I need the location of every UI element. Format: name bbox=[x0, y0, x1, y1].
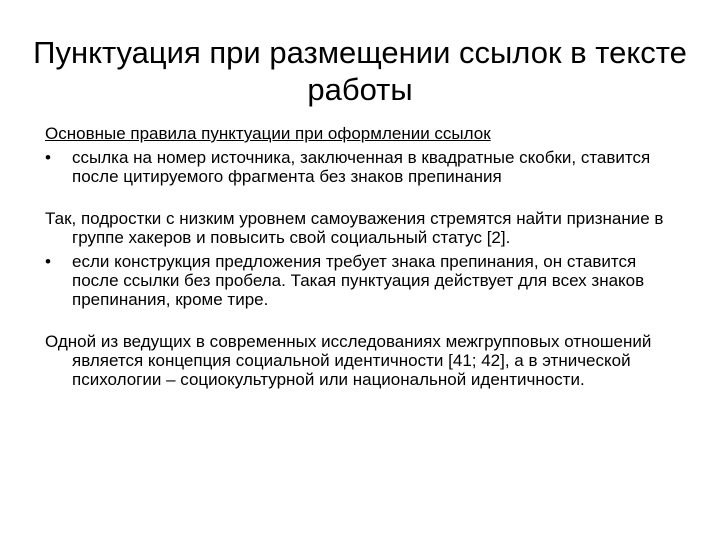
bullet-item-2 bbox=[45, 252, 685, 309]
spacer bbox=[45, 309, 685, 332]
bullet-item-1 bbox=[45, 148, 685, 186]
rules-heading: Основные правила пунктуации при оформлении ссылок bbox=[45, 124, 491, 143]
spacer bbox=[45, 186, 685, 209]
example-paragraph-2: Одной из ведущих в современных исследованиях межгрупповых отношений является концепция социальной идентичности [41; 42], а в этнической психологии – социокультурной или национальной идентичности. bbox=[45, 332, 652, 389]
bullet-icon: • bbox=[45, 252, 51, 271]
bullet-text-1: ссылка на номер источника, заключенная в квадратные скобки, ставится после цитируемого фрагмента без знаков препинания bbox=[72, 148, 651, 186]
example-paragraph-1: Так, подростки с низким уровнем самоуважения стремятся найти признание в группе хакеров и повысить свой социальный статус [2]. bbox=[45, 209, 664, 247]
bullet-icon: • bbox=[45, 148, 51, 167]
slide-content bbox=[45, 124, 685, 389]
slide-title: Пунктуация при размещении ссылок в тексте работы bbox=[33, 35, 687, 107]
bullet-text-2: если конструкция предложения требует знака препинания, он ставится после ссылки без пробела. Такая пунктуация действует для всех знаков препинания, кроме тире. bbox=[72, 252, 645, 309]
